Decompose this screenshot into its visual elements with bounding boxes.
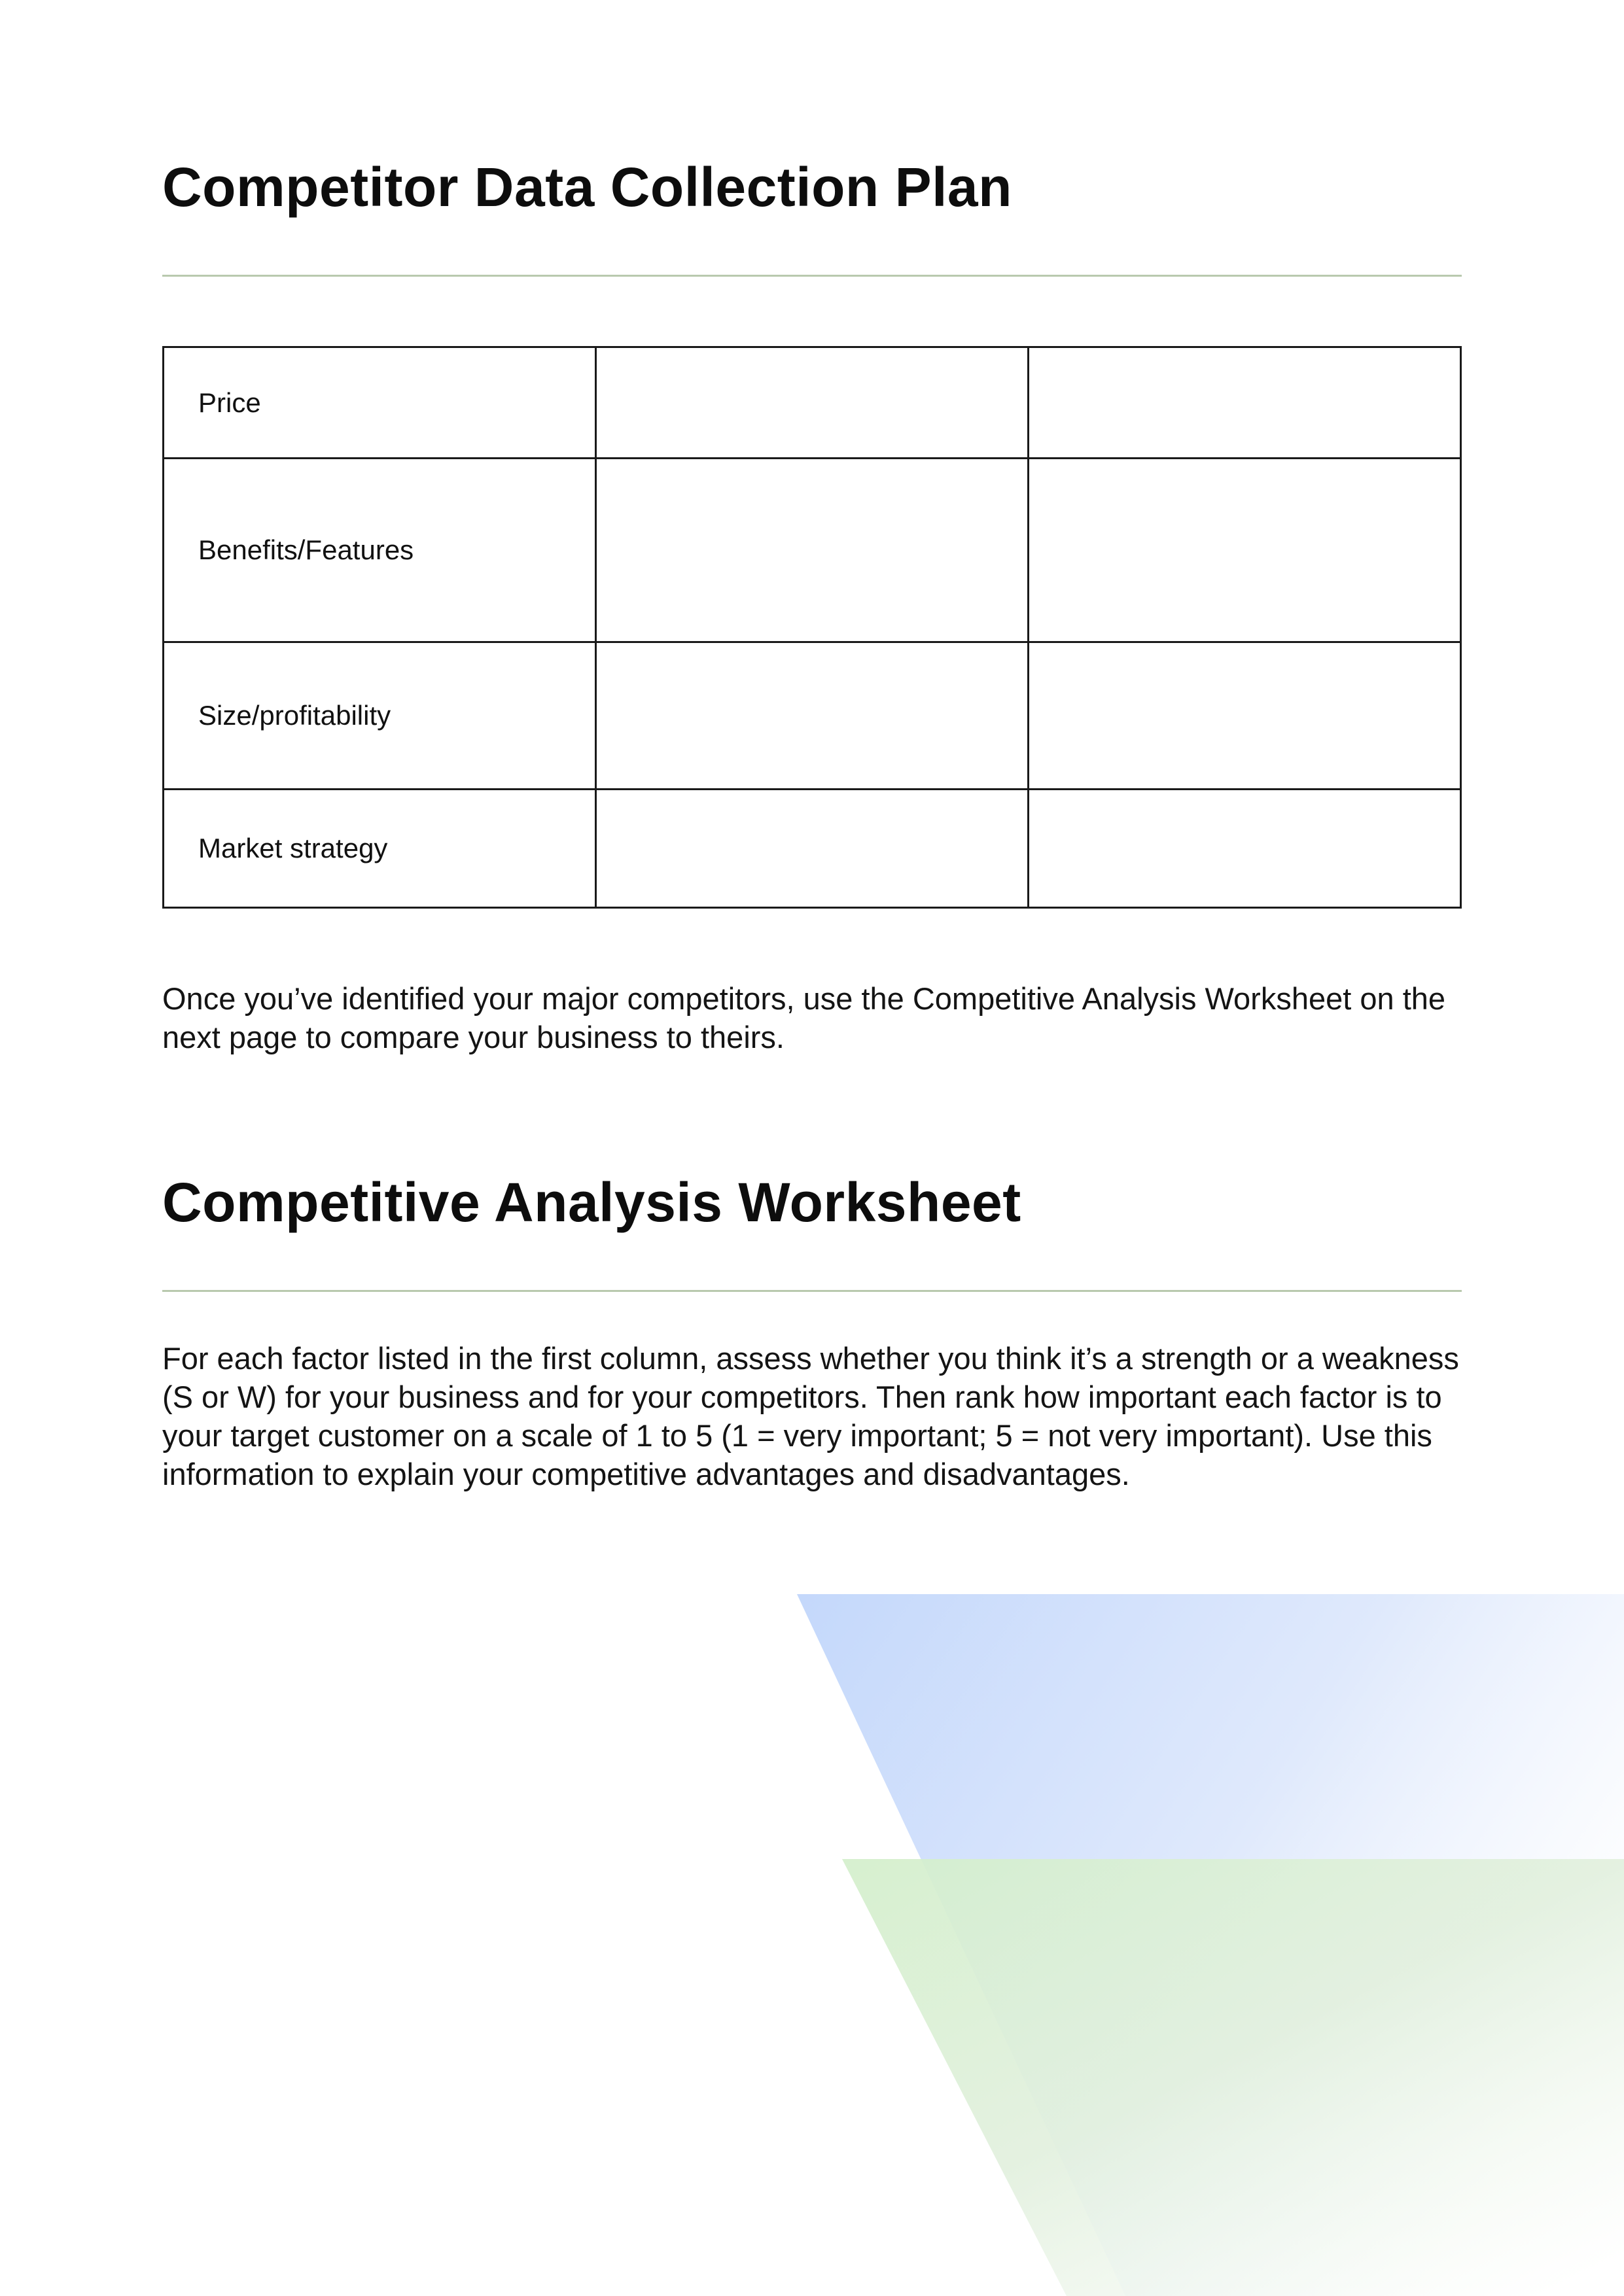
table-cell[interactable] <box>1029 347 1461 459</box>
table-row <box>164 642 1461 790</box>
worksheet-instructions: For each factor listed in the first column, assess whether you think it’s a strength or a weakness (S or W) for your business and for your competitors. Then rank how important each factor is to your target customer on a scale of 1 to 5 (1 = very important; 5 = not very important). Use this information to explain your competitive advantages and disadvantages. <box>162 1341 1459 1491</box>
competitor-data-table <box>162 346 1462 909</box>
table-cell[interactable] <box>596 459 1029 642</box>
table-cell[interactable] <box>596 642 1029 790</box>
table-cell[interactable] <box>1029 642 1461 790</box>
row-label: Benefits/Features <box>164 459 596 642</box>
table-row <box>164 347 1461 459</box>
table-cell[interactable] <box>1029 790 1461 908</box>
table-row <box>164 459 1461 642</box>
row-label: Price <box>164 347 596 459</box>
competitors-note: Once you’ve identified your major competitors, use the Competitive Analysis Worksheet on the next page to compare your business to theirs. <box>162 981 1446 1054</box>
section-title-data-collection: Competitor Data Collection Plan <box>162 156 1012 218</box>
section-title-analysis-worksheet: Competitive Analysis Worksheet <box>162 1172 1021 1233</box>
row-label: Market strategy <box>164 790 596 908</box>
green-gradient-shape <box>842 1859 1624 2296</box>
table-cell[interactable] <box>596 347 1029 459</box>
table-cell[interactable] <box>596 790 1029 908</box>
table-cell[interactable] <box>1029 459 1461 642</box>
row-label: Size/profitability <box>164 642 596 790</box>
title-divider <box>162 275 1462 277</box>
table-row <box>164 790 1461 908</box>
title-divider <box>162 1290 1462 1292</box>
